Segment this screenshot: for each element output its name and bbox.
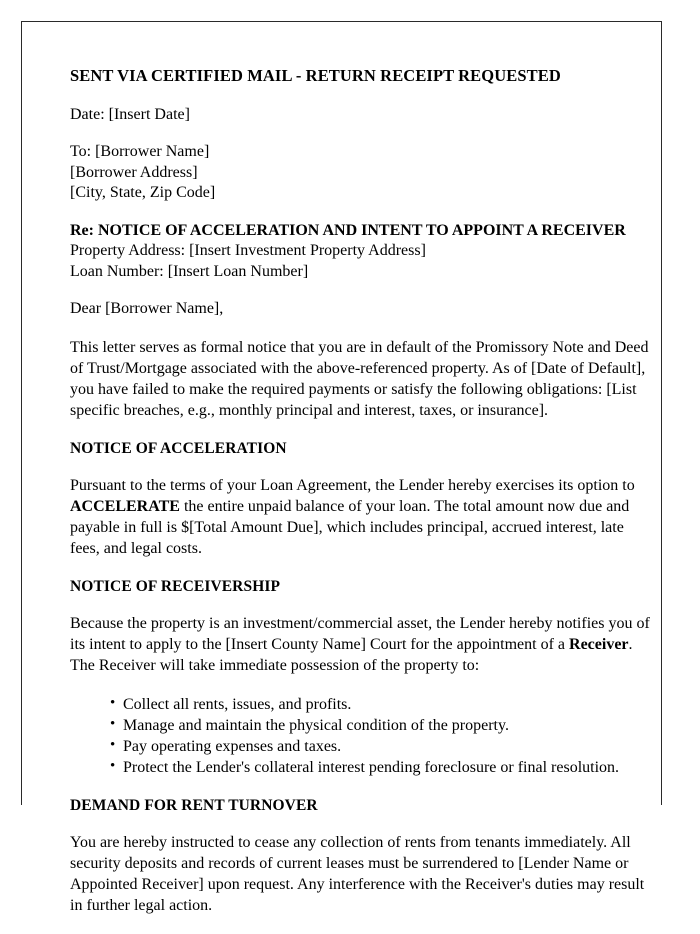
section-body-receivership — [70, 613, 656, 676]
document-page-frame — [21, 21, 662, 914]
receiver-duties-list — [70, 694, 656, 778]
intro-paragraph: This letter serves as formal notice that you are in default of the Promissory Note and Deed of Trust/Mortgage associated with the above-referenced property. As of [Date of Default], you have failed to make the required payments or satisfy the following obligations: [List specific breaches, e.g., monthly principal and interest, taxes, or insurance]. — [70, 338, 649, 419]
section-heading-rent-turnover: DEMAND FOR RENT TURNOVER — [70, 796, 318, 814]
re-subject-text: NOTICE OF ACCELERATION AND INTENT TO APPOINT A RECEIVER — [97, 221, 626, 239]
date-line: Date: [Insert Date] — [70, 105, 190, 123]
receivership-text-part-1: Because the property is an investment/commercial asset, the Lender hereby notifies you of its intent to apply to the [Insert County Name] Court for the appointment of a — [70, 614, 650, 653]
salutation-block — [70, 299, 656, 320]
section-body-rent-turnover: You are hereby instructed to cease any collection of rents from tenants immediately. All security deposits and records of current leases must be surrendered to [Lender Name or Appointed Receiver] upon request. Any interference with the Receiver's duties may result in further legal action. — [70, 833, 645, 914]
acceleration-text-part-2: the entire unpaid balance of your loan. The total amount now due and payable in full is $[Total Amount Due], which includes principal, accrued interest, late fees, and legal costs. — [70, 497, 630, 557]
list-item: • Collect all rents, issues, and profits. — [110, 694, 656, 715]
subject-block — [70, 221, 656, 283]
section-heading-receivership: NOTICE OF RECEIVERSHIP — [70, 577, 281, 595]
section-body-acceleration — [70, 475, 656, 559]
list-item: • Protect the Lender's collateral interest pending foreclosure or final resolution. — [110, 757, 656, 778]
recipient-city-state-zip-line: [City, State, Zip Code] — [70, 184, 216, 202]
receivership-emphasis: Receiver — [569, 635, 629, 653]
acceleration-text-part-1: Pursuant to the terms of your Loan Agreement, the Lender hereby exercises its option to — [70, 476, 635, 494]
acceleration-emphasis: ACCELERATE — [70, 497, 180, 515]
section-demand-for-rent-turnover — [70, 796, 656, 916]
re-label: Re: — [70, 221, 98, 239]
section-heading-acceleration: NOTICE OF ACCELERATION — [70, 439, 287, 457]
document-body — [70, 66, 656, 934]
loan-number-line: Loan Number: [Insert Loan Number] — [70, 262, 309, 280]
recipient-street-line: [Borrower Address] — [70, 163, 198, 181]
list-item: • Pay operating expenses and taxes. — [110, 736, 656, 757]
recipient-address-block — [70, 142, 656, 204]
document-title: SENT VIA CERTIFIED MAIL - RETURN RECEIPT REQUESTED — [70, 66, 561, 85]
list-item: • Manage and maintain the physical condition of the property. — [110, 715, 656, 736]
section-notice-of-receivership — [70, 577, 656, 778]
re-line — [70, 221, 656, 242]
salutation-line: Dear [Borrower Name], — [70, 300, 224, 318]
section-notice-of-acceleration — [70, 439, 656, 559]
date-block — [70, 105, 656, 126]
receivership-text-part-2: . The Receiver will take immediate possession of the property to: — [70, 635, 633, 674]
recipient-name-line: To: [Borrower Name] — [70, 143, 210, 161]
property-address-line: Property Address: [Insert Investment Property Address] — [70, 242, 426, 260]
